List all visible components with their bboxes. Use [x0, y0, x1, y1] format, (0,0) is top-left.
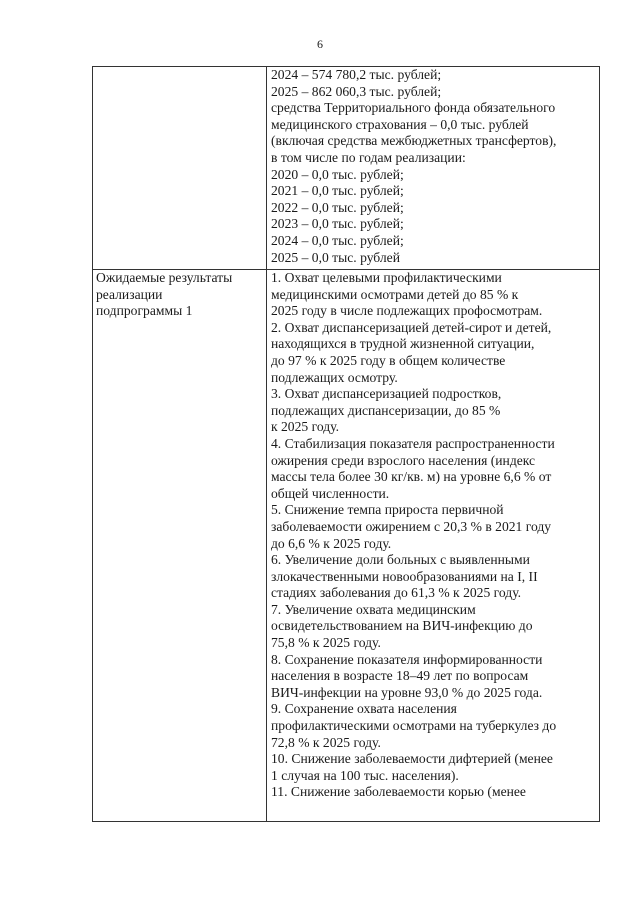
expected-result-line: 3. Охват диспансеризацией подростков,: [271, 386, 502, 402]
expected-result-line: 11. Снижение заболеваемости корью (менее: [271, 784, 526, 800]
passport-table: [92, 66, 600, 822]
expected-result-line: профилактическими осмотрами на туберкулез до: [271, 718, 557, 734]
expected-results-label-line: подпрограммы 1: [96, 303, 193, 319]
expected-result-line: массы тела более 30 кг/кв. м) на уровне 6,6 % от: [271, 469, 552, 485]
expected-result-line: ВИЧ-инфекции на уровне 93,0 % до 2025 года.: [271, 684, 543, 700]
expected-result-line: населения в возрасте 18–49 лет по вопросам: [271, 668, 529, 684]
expected-result-line: 10. Снижение заболеваемости дифтерией (менее: [271, 751, 553, 767]
expected-result-line: до 97 % к 2025 году в общем количестве: [271, 352, 506, 368]
expected-result-line: до 6,6 % к 2025 году.: [271, 535, 392, 551]
expected-results-value-cell: [267, 270, 600, 822]
financing-value-cell: [267, 67, 600, 270]
financing-line: 2025 – 0,0 тыс. рублей: [271, 249, 400, 265]
expected-result-line: 72,8 % к 2025 году.: [271, 734, 381, 750]
expected-results-label-cell: [93, 270, 267, 822]
expected-result-line: подлежащих осмотру.: [271, 369, 398, 385]
expected-result-line: 9. Сохранение охвата населения: [271, 701, 457, 717]
expected-result-line: 7. Увеличение охвата медицинским: [271, 601, 476, 617]
expected-result-line: освидетельствованием на ВИЧ-инфекцию до: [271, 618, 533, 634]
expected-result-line: находящихся в трудной жизненной ситуации,: [271, 336, 535, 352]
expected-result-line: подлежащих диспансеризации, до 85 %: [271, 402, 501, 418]
financing-line: 2021 – 0,0 тыс. рублей;: [271, 183, 404, 199]
financing-line: 2023 – 0,0 тыс. рублей;: [271, 216, 404, 232]
financing-label-cell: [93, 67, 267, 270]
financing-line: 2022 – 0,0 тыс. рублей;: [271, 199, 404, 215]
expected-result-line: 2. Охват диспансеризацией детей-сирот и детей,: [271, 319, 552, 335]
financing-row: [93, 67, 600, 270]
expected-result-line: злокачественными новообразованиями на I, II: [271, 568, 538, 584]
expected-results-label-line: реализации: [96, 286, 163, 302]
expected-result-line: медицинскими осмотрами детей до 85 % к: [271, 286, 519, 302]
expected-result-line: 2025 году в числе подлежащих профосмотрам.: [271, 303, 543, 319]
expected-result-line: 6. Увеличение доли больных с выявленными: [271, 552, 530, 568]
financing-line: 2025 – 862 060,3 тыс. рублей;: [271, 83, 442, 99]
expected-result-line: заболеваемости ожирением с 20,3 % в 2021 году: [271, 518, 552, 534]
financing-line: 2020 – 0,0 тыс. рублей;: [271, 166, 404, 182]
page-number: 6: [317, 37, 323, 51]
expected-result-line: ожирения среди взрослого населения (индекс: [271, 452, 536, 468]
expected-results-row: [93, 270, 600, 822]
expected-result-line: 75,8 % к 2025 году.: [271, 635, 381, 651]
expected-result-line: 1. Охват целевыми профилактическими: [271, 270, 502, 285]
financing-line: 2024 – 0,0 тыс. рублей;: [271, 232, 404, 248]
expected-result-line: 4. Стабилизация показателя распространенности: [271, 435, 555, 451]
expected-result-line: 1 случая на 100 тыс. населения).: [271, 767, 459, 783]
financing-line: медицинского страхования – 0,0 тыс. рублей: [271, 116, 529, 132]
expected-result-line: общей численности.: [271, 485, 390, 501]
expected-result-line: 5. Снижение темпа прироста первичной: [271, 502, 504, 518]
expected-result-line: к 2025 году.: [271, 419, 339, 435]
financing-line: (включая средства межбюджетных трансфертов),: [271, 133, 557, 149]
financing-line: в том числе по годам реализации:: [271, 149, 466, 165]
financing-line: 2024 – 574 780,2 тыс. рублей;: [271, 67, 442, 82]
expected-results-label-line: Ожидаемые результаты: [96, 270, 233, 285]
expected-result-line: 8. Сохранение показателя информированности: [271, 651, 543, 667]
expected-result-line: стадиях заболевания до 61,3 % к 2025 году.: [271, 585, 522, 601]
financing-line: средства Территориального фонда обязательного: [271, 100, 556, 116]
